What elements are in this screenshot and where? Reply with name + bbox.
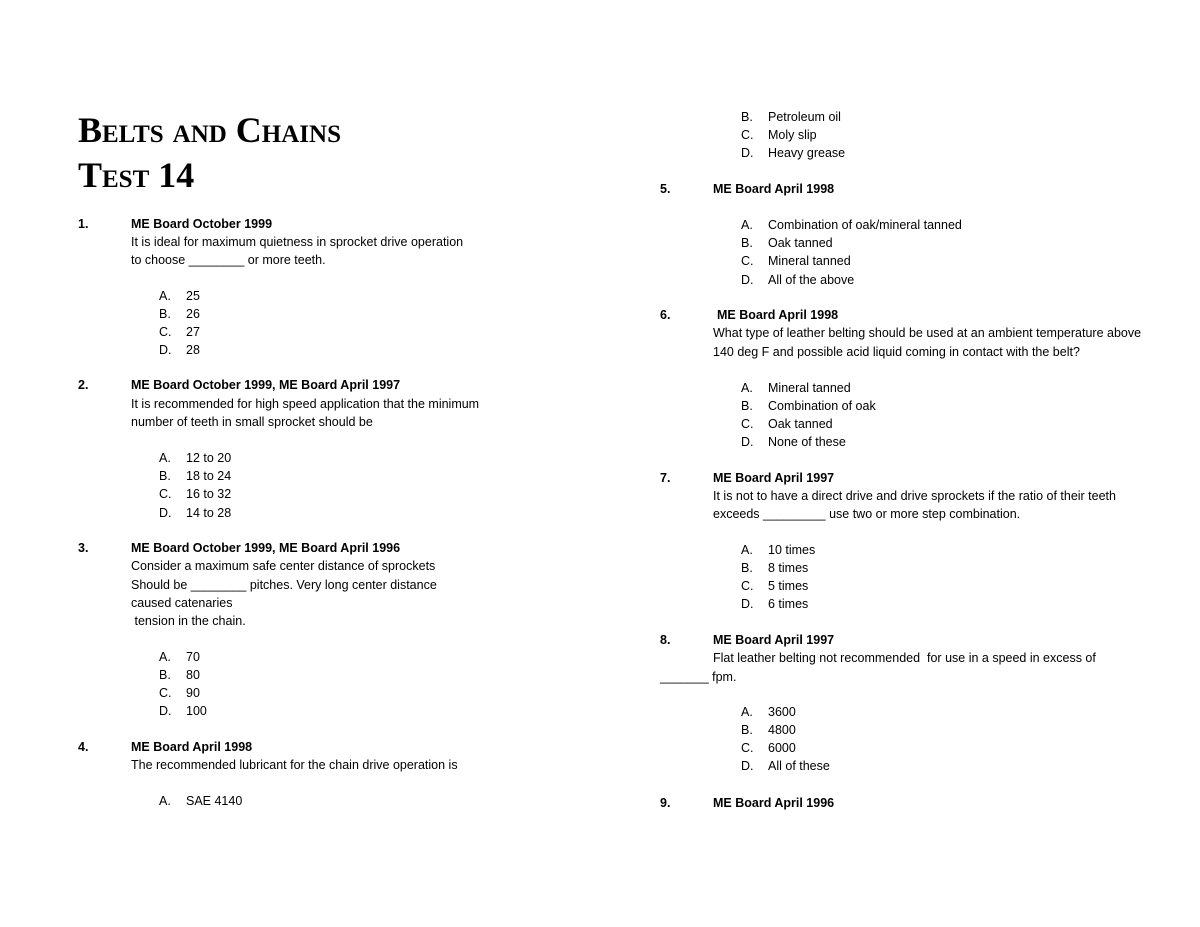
question-6-text: What type of leather belting should be used at an ambient temperature above: [713, 326, 1142, 340]
question-6-option-a: A. Mineral tanned: [741, 381, 851, 395]
question-7-option-d: D. 6 times: [741, 597, 809, 611]
question-8-option-b: B. 4800: [741, 723, 796, 737]
question-1-text: It is ideal for maximum quietness in sprocket drive operation: [131, 235, 464, 249]
question-3-text: Consider a maximum safe center distance of sprockets: [131, 559, 436, 573]
question-5-option-d: D. All of the above: [741, 273, 855, 287]
question-3-text: Should be ________ pitches. Very long center distance: [131, 578, 437, 592]
question-8-text: Flat leather belting not recommended for use in a speed in excess of: [713, 651, 1096, 665]
question-2-option-d: D. 14 to 28: [159, 506, 232, 520]
question-7-option-a: A. 10 times: [741, 543, 816, 557]
question-2-option-b: B. 18 to 24: [159, 469, 232, 483]
question-4-number: 4.: [78, 740, 89, 754]
page-title: Belts and Chains: [78, 110, 341, 150]
question-6-option-c: C. Oak tanned: [741, 417, 833, 431]
question-7-text: It is not to have a direct drive and drive sprockets if the ratio of their teeth: [713, 489, 1116, 503]
question-3-number: 3.: [78, 541, 89, 555]
question-8-number: 8.: [660, 633, 671, 647]
question-5-number: 5.: [660, 182, 671, 196]
question-9-header: ME Board April 1996: [713, 796, 835, 810]
question-1-option-d: D. 28: [159, 343, 200, 357]
question-3-option-c: C. 90: [159, 686, 200, 700]
question-5-option-b: B. Oak tanned: [741, 236, 833, 250]
question-3-text: tension in the chain.: [131, 614, 246, 628]
question-3-option-a: A. 70: [159, 650, 200, 664]
question-7-number: 7.: [660, 471, 671, 485]
question-1-header: ME Board October 1999: [131, 217, 273, 231]
question-1-option-a: A. 25: [159, 289, 200, 303]
question-1-option-c: C. 27: [159, 325, 200, 339]
question-2-option-a: A. 12 to 20: [159, 451, 232, 465]
question-6-header: ME Board April 1998: [717, 308, 839, 322]
question-1-option-b: B. 26: [159, 307, 200, 321]
question-7-text: exceeds _________ use two or more step combination.: [713, 507, 1021, 521]
question-8-option-a: A. 3600: [741, 705, 796, 719]
question-7-option-c: C. 5 times: [741, 579, 809, 593]
question-4-option-d: D. Heavy grease: [741, 146, 846, 160]
question-4-text: The recommended lubricant for the chain drive operation is: [131, 758, 458, 772]
question-3-option-b: B. 80: [159, 668, 200, 682]
question-4-option-c: C. Moly slip: [741, 128, 817, 142]
question-8-header: ME Board April 1997: [713, 633, 835, 647]
question-9-number: 9.: [660, 796, 671, 810]
question-7-header: ME Board April 1997: [713, 471, 835, 485]
question-8-text: _______ fpm.: [660, 670, 737, 684]
question-6-text: 140 deg F and possible acid liquid coming in contact with the belt?: [713, 345, 1080, 359]
question-2-header: ME Board October 1999, ME Board April 1997: [131, 378, 401, 392]
question-1-text: to choose ________ or more teeth.: [131, 253, 326, 267]
question-5-option-a: A. Combination of oak/mineral tanned: [741, 218, 962, 232]
question-2-option-c: C. 16 to 32: [159, 487, 232, 501]
question-4-option-a: A. SAE 4140: [159, 794, 243, 808]
question-2-text: number of teeth in small sprocket should be: [131, 415, 373, 429]
question-4-header: ME Board April 1998: [131, 740, 253, 754]
question-2-text: It is recommended for high speed application that the minimum: [131, 397, 480, 411]
question-5-header: ME Board April 1998: [713, 182, 835, 196]
question-3-header: ME Board October 1999, ME Board April 1996: [131, 541, 401, 555]
question-3-text: caused catenaries: [131, 596, 233, 610]
question-6-number: 6.: [660, 308, 671, 322]
question-7-option-b: B. 8 times: [741, 561, 809, 575]
page-subtitle: Test 14: [78, 155, 195, 195]
question-4-option-b: B. Petroleum oil: [741, 110, 841, 124]
question-8-option-c: C. 6000: [741, 741, 796, 755]
question-1-number: 1.: [78, 217, 89, 231]
question-8-option-d: D. All of these: [741, 759, 830, 773]
question-2-number: 2.: [78, 378, 89, 392]
question-3-option-d: D. 100: [159, 704, 207, 718]
question-6-option-b: B. Combination of oak: [741, 399, 876, 413]
question-6-option-d: D. None of these: [741, 435, 846, 449]
question-5-option-c: C. Mineral tanned: [741, 254, 851, 268]
